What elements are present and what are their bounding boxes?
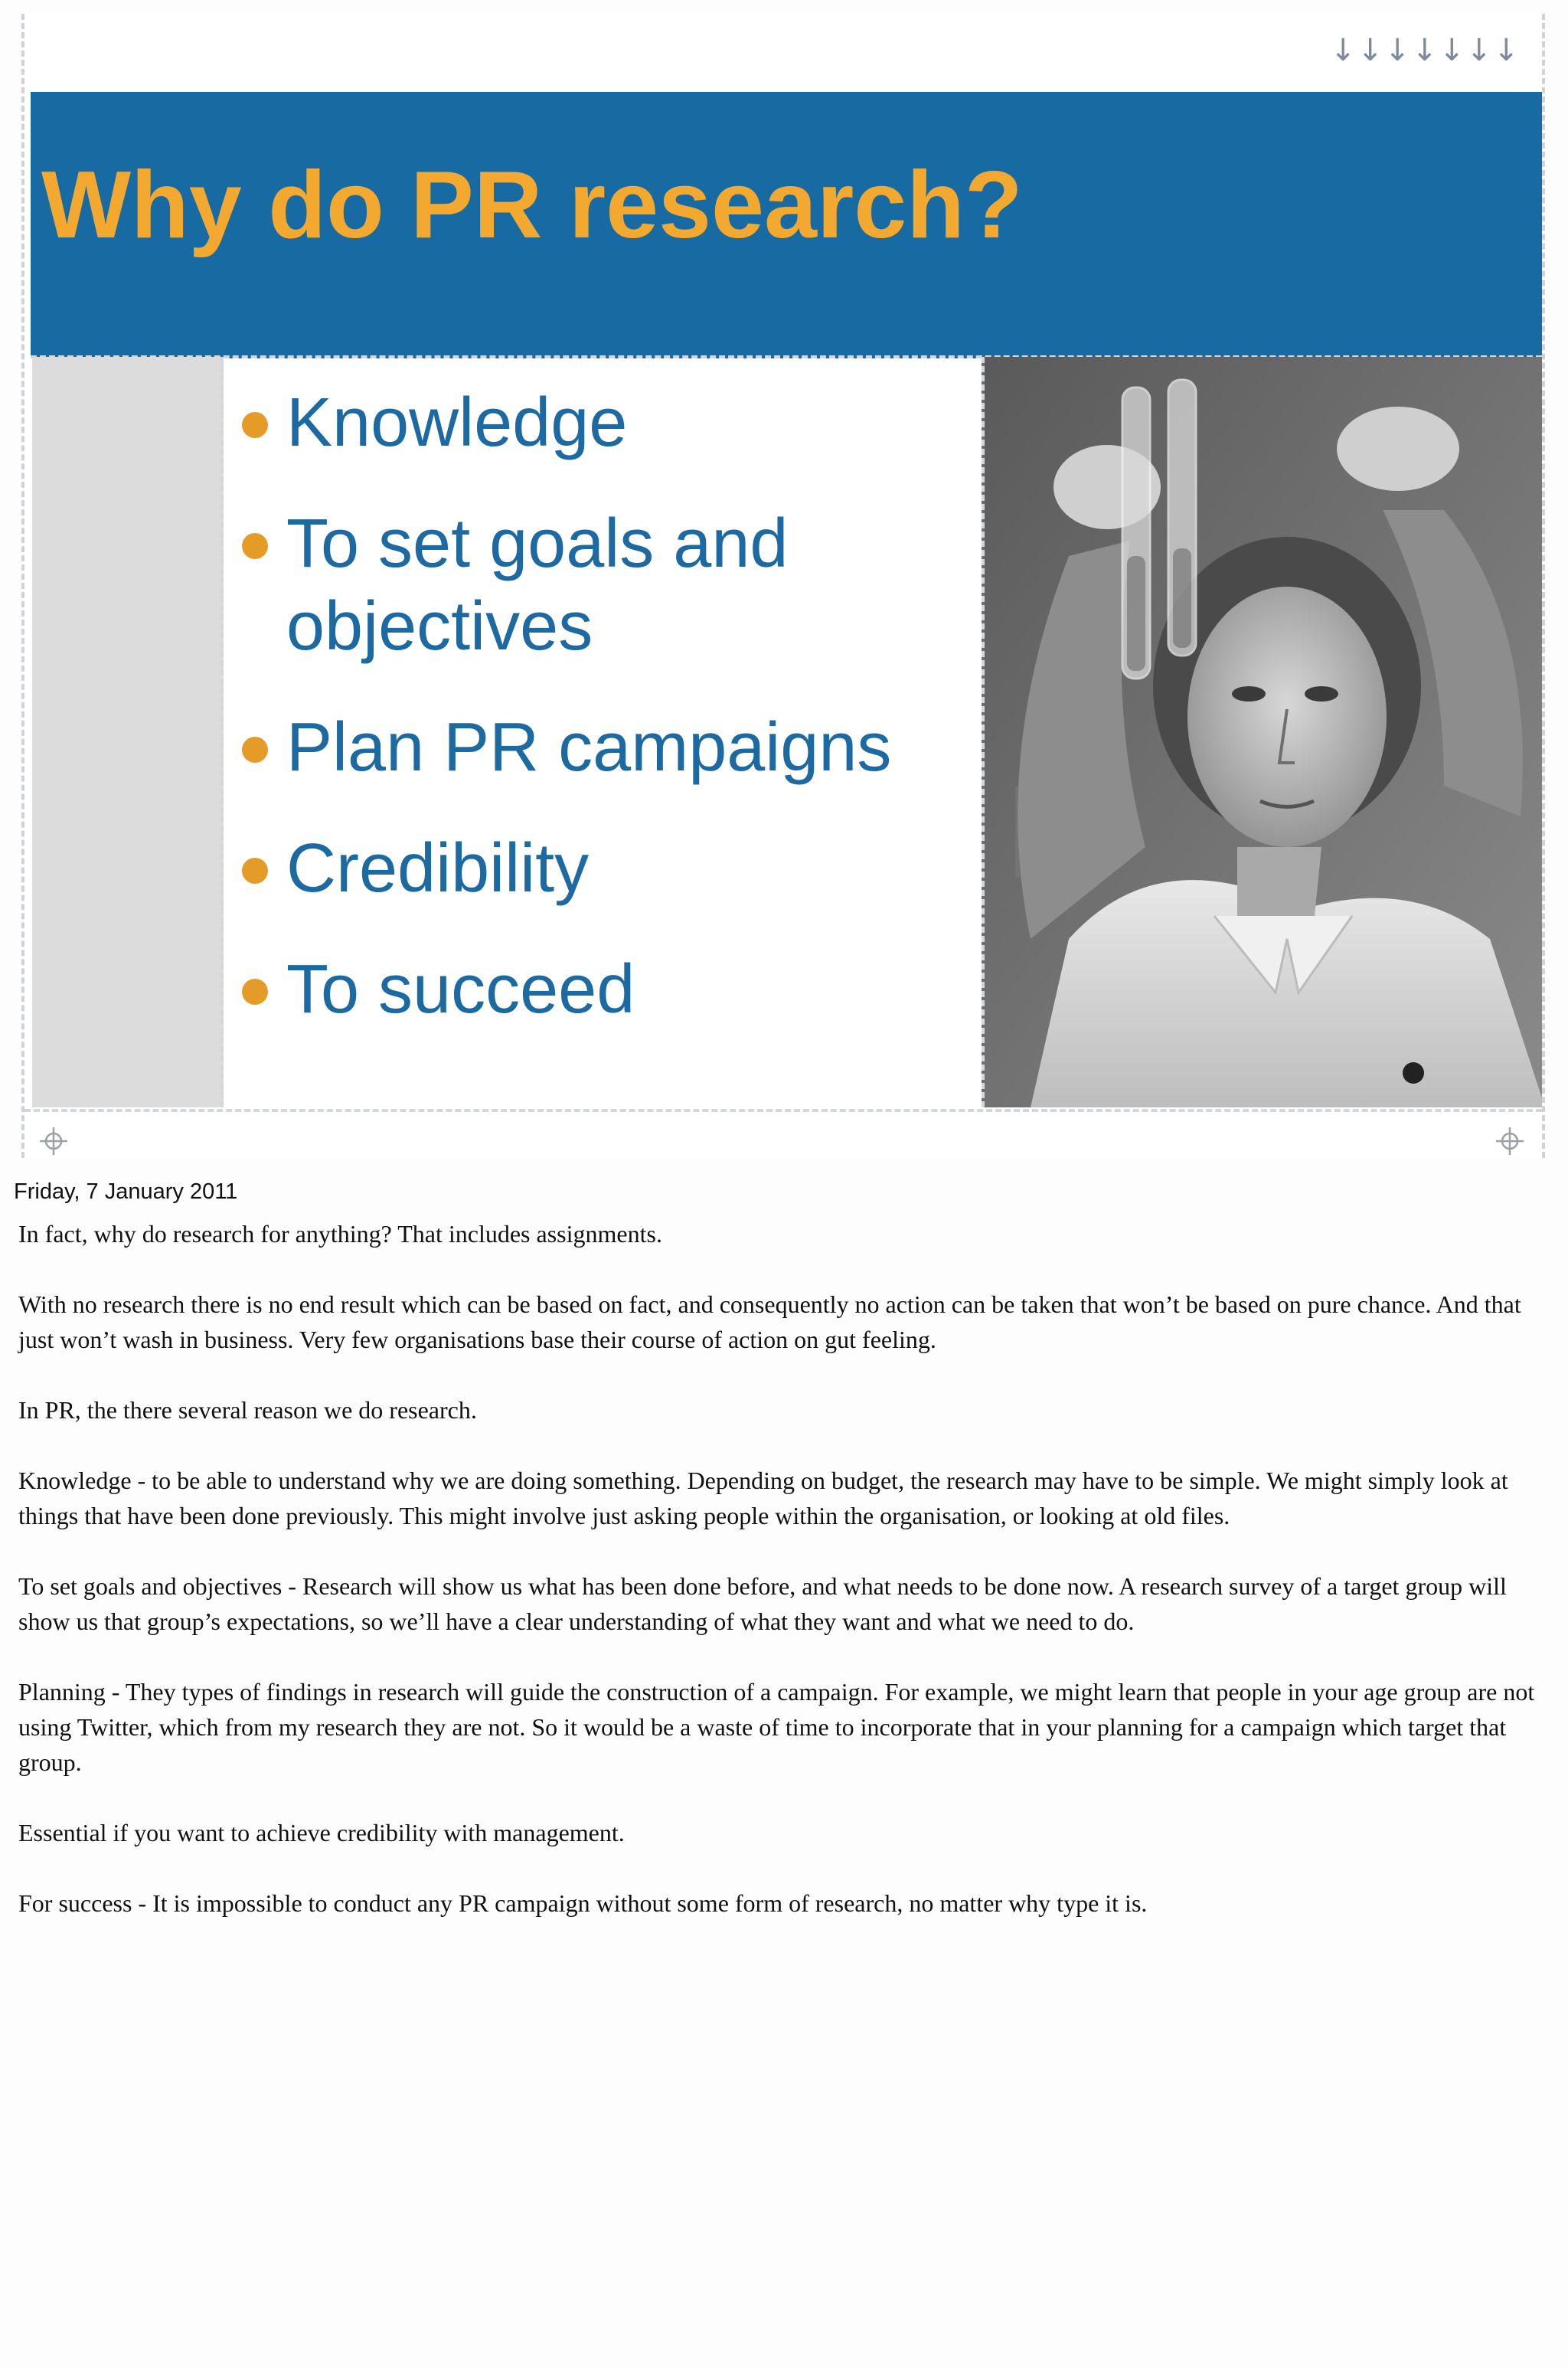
bullet-dot-icon [242, 979, 268, 1005]
scientist-photo-illustration [985, 357, 1542, 1107]
bullet-item: Plan PR campaigns [239, 706, 966, 789]
nav-arrows-icon[interactable]: ↓↓↓↓↓↓↓ [1330, 33, 1521, 68]
left-sidebar-panel [32, 357, 224, 1107]
slide [21, 14, 1545, 1158]
scientist-photo [982, 357, 1542, 1107]
bullet-dot-icon [242, 858, 268, 884]
notes-paragraph: Knowledge - to be able to understand why we are doing something. Depending on budget, the research may have to be simple. We might simply look at things that have been done previously. This might involve just asking people within the organisation, or looking at old files. [18, 1467, 1508, 1529]
bullet-list [239, 381, 966, 1069]
notes-paragraph: To set goals and objectives - Research will show us what has been done before, and what needs to be done now. A research survey of a target group will show us that group’s expectations, so we’ll have a clear understanding of what they want and what we need to do. [18, 1572, 1507, 1635]
slide-title: Why do PR research? [41, 152, 1023, 258]
notes-paragraph: In PR, the there several reason we do research. [18, 1396, 477, 1424]
bullet-dot-icon [242, 737, 268, 763]
notes-paragraph: With no research there is no end result which can be based on fact, and consequently no action can be taken that won’t be based on pure chance. And that just won’t wash in business. Very few organisations base their course of action on gut feeling. [18, 1290, 1521, 1353]
notes-paragraph: Essential if you want to achieve credibility with management. [18, 1819, 625, 1846]
bullet-dot-icon [242, 533, 268, 559]
notes-paragraph: In fact, why do research for anything? That includes assignments. [18, 1220, 662, 1248]
slide-bottom-rule [24, 1109, 1542, 1112]
bullet-item: To set goals and objectives [239, 502, 966, 668]
bullet-dot-icon [242, 412, 268, 438]
notes-date: Friday, 7 January 2011 [14, 1179, 238, 1204]
bullet-item: To succeed [239, 948, 966, 1031]
notes-paragraph: Planning - They types of findings in research will guide the construction of a campaign. For example, we might learn that people in your age group are not using Twitter, which from my research they are not. So it would be a waste of time to incorporate that in your planning for a campaign which target that group. [18, 1678, 1535, 1776]
bullet-item: Knowledge [239, 381, 966, 464]
speaker-notes [18, 1216, 1557, 1956]
bullet-item: Credibility [239, 827, 966, 910]
crosshair-left-icon [38, 1126, 69, 1156]
notes-paragraph: For success - It is impossible to conduct any PR campaign without some form of research, no matter why type it is. [18, 1889, 1148, 1917]
crosshair-right-icon [1494, 1126, 1525, 1156]
